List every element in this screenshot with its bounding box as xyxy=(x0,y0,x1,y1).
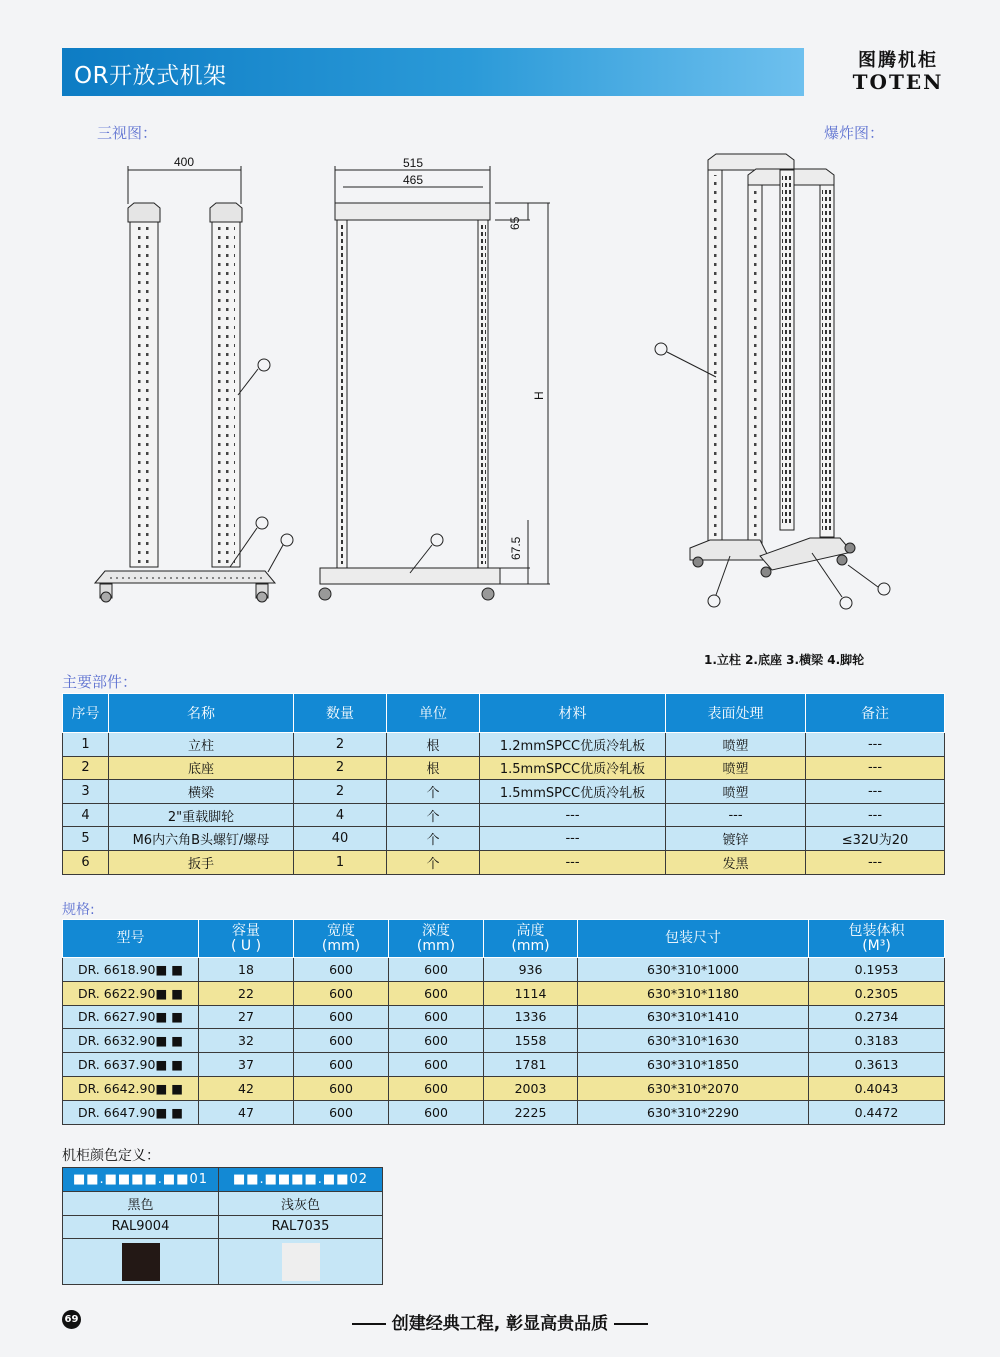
cell: 40 xyxy=(294,827,387,851)
cell: 600 xyxy=(294,1053,389,1077)
color-section-label: 机柜颜色定义： xyxy=(62,1148,160,1164)
parts-header-name: 名称 xyxy=(109,694,294,733)
parts-header-material: 材料 xyxy=(480,694,666,733)
cell: 0.4043 xyxy=(809,1076,945,1100)
cell: 底座 xyxy=(109,756,294,780)
table-row xyxy=(63,1005,945,1029)
color-code-grey: ■■.■■■■.■■02 xyxy=(219,1168,383,1192)
slogan-text: 创建经典工程, 彰显高贵品质 xyxy=(391,1314,609,1334)
cell: 根 xyxy=(387,756,480,780)
header-text: 型号 xyxy=(116,930,145,946)
cell: 4 xyxy=(63,803,109,827)
cell: --- xyxy=(806,756,945,780)
cell: 600 xyxy=(389,981,484,1005)
header-text: 容量 xyxy=(232,922,260,939)
cell: 630*310*1000 xyxy=(578,958,809,982)
cell: 22 xyxy=(199,981,294,1005)
cell: DR. 6642.90■ ■ xyxy=(63,1076,199,1100)
cell: 1114 xyxy=(484,981,578,1005)
footer-slogan xyxy=(0,1309,1000,1334)
specs-header-row xyxy=(63,920,945,958)
brand-name-cn: 图腾机柜 xyxy=(858,50,938,71)
cell: 2003 xyxy=(484,1076,578,1100)
cell: 个 xyxy=(387,803,480,827)
table-row xyxy=(63,827,945,851)
cell: 0.1953 xyxy=(809,958,945,982)
cell: DR. 6618.90■ ■ xyxy=(63,958,199,982)
cell: --- xyxy=(806,733,945,757)
page-number: 69 xyxy=(62,1310,81,1329)
cell: DR. 6622.90■ ■ xyxy=(63,981,199,1005)
color-name-row xyxy=(63,1192,383,1216)
cell: 1.5mmSPCC优质冷轧板 xyxy=(480,756,666,780)
header-unit: (mm) xyxy=(321,937,361,954)
cell: DR. 6637.90■ ■ xyxy=(63,1053,199,1077)
cell: M6内六角B头螺钉/螺母 xyxy=(109,827,294,851)
cell: 2225 xyxy=(484,1100,578,1124)
parts-header-qty: 数量 xyxy=(294,694,387,733)
cell: 6 xyxy=(63,850,109,874)
brand-logo xyxy=(852,46,944,92)
specs-table xyxy=(62,919,945,1125)
cell: 32 xyxy=(199,1029,294,1053)
specs-header-package-volume xyxy=(809,920,945,958)
color-table xyxy=(62,1167,383,1285)
cell: 2 xyxy=(294,733,387,757)
table-row xyxy=(63,1100,945,1124)
parts-header-unit: 单位 xyxy=(387,694,480,733)
table-row xyxy=(63,1029,945,1053)
swatch-cell xyxy=(219,1239,383,1285)
table-row xyxy=(63,1076,945,1100)
cell: 42 xyxy=(199,1076,294,1100)
cell: 1 xyxy=(294,850,387,874)
table-row xyxy=(63,850,945,874)
color-ral-grey: RAL7035 xyxy=(219,1215,383,1239)
cell: DR. 6627.90■ ■ xyxy=(63,1005,199,1029)
cell: ≤32U为20 xyxy=(806,827,945,851)
cell: 个 xyxy=(387,780,480,804)
side-view xyxy=(95,155,293,602)
specs-header-model xyxy=(63,920,199,958)
front-view xyxy=(319,156,550,600)
slogan-dash-left xyxy=(352,1323,386,1325)
cell: 0.2734 xyxy=(809,1005,945,1029)
color-ral-black: RAL9004 xyxy=(63,1215,219,1239)
header-text: 高度 xyxy=(516,922,545,939)
cell: 630*310*2070 xyxy=(578,1076,809,1100)
cell: 37 xyxy=(199,1053,294,1077)
header-text: 深度 xyxy=(422,922,450,939)
cell: 600 xyxy=(294,1100,389,1124)
cell: 1781 xyxy=(484,1053,578,1077)
cell: 0.3613 xyxy=(809,1053,945,1077)
parts-table xyxy=(62,693,945,875)
cell: 600 xyxy=(389,1029,484,1053)
cell: 喷塑 xyxy=(666,733,806,757)
dim-height: H xyxy=(532,391,546,400)
specs-header-width xyxy=(294,920,389,958)
specs-header-depth xyxy=(389,920,484,958)
technical-drawings xyxy=(0,140,1000,640)
header-unit: ( U ) xyxy=(230,937,262,954)
parts-header-row xyxy=(63,694,945,733)
header-text: 宽度 xyxy=(327,922,355,939)
cell: 600 xyxy=(294,958,389,982)
cell: 630*310*1850 xyxy=(578,1053,809,1077)
table-row xyxy=(63,780,945,804)
cell: 600 xyxy=(294,1029,389,1053)
color-name-grey: 浅灰色 xyxy=(219,1192,383,1216)
dim-bottom-gap: 67.5 xyxy=(509,536,523,560)
specs-header-package-size xyxy=(578,920,809,958)
cell: 630*310*1630 xyxy=(578,1029,809,1053)
header-bar xyxy=(62,48,804,96)
header-unit: (mm) xyxy=(511,937,550,954)
cell: 个 xyxy=(387,827,480,851)
header-unit: (mm) xyxy=(416,937,456,954)
color-swatch-grey xyxy=(282,1243,320,1281)
cell: 600 xyxy=(389,1100,484,1124)
cell: 立柱 xyxy=(109,733,294,757)
table-row xyxy=(63,981,945,1005)
cell: 1 xyxy=(63,733,109,757)
cell: 2 xyxy=(63,756,109,780)
slogan-dash-right xyxy=(614,1323,648,1325)
cell: 1.5mmSPCC优质冷轧板 xyxy=(480,780,666,804)
cell: 600 xyxy=(389,1053,484,1077)
cell: 1336 xyxy=(484,1005,578,1029)
cell: --- xyxy=(480,827,666,851)
header-unit: (M³) xyxy=(862,937,891,954)
color-swatch-black xyxy=(122,1243,160,1281)
dim-side-width: 400 xyxy=(174,155,195,169)
color-ral-row xyxy=(63,1215,383,1239)
specs-section-label: 规格: xyxy=(62,902,95,918)
header-text: 包装体积 xyxy=(848,922,905,939)
cell: 600 xyxy=(294,981,389,1005)
cell: 4 xyxy=(294,803,387,827)
cell: 镀锌 xyxy=(666,827,806,851)
cell: 1558 xyxy=(484,1029,578,1053)
dim-front-outer: 515 xyxy=(403,156,424,170)
cell: 扳手 xyxy=(109,850,294,874)
page-title: OR开放式机架 xyxy=(74,63,227,89)
cell: DR. 6647.90■ ■ xyxy=(63,1100,199,1124)
cell: 27 xyxy=(199,1005,294,1029)
three-view-label: 三视图： xyxy=(97,124,158,142)
table-row xyxy=(63,803,945,827)
drawing-svg xyxy=(0,140,1000,640)
cell: 2"重载脚轮 xyxy=(109,803,294,827)
color-name-black: 黑色 xyxy=(63,1192,219,1216)
cell: 600 xyxy=(294,1005,389,1029)
cell: 5 xyxy=(63,827,109,851)
specs-header-height xyxy=(484,920,578,958)
parts-header-note: 备注 xyxy=(806,694,945,733)
table-row xyxy=(63,756,945,780)
exploded-view-label: 爆炸图： xyxy=(824,124,885,142)
cell: --- xyxy=(806,803,945,827)
parts-section-label: 主要部件： xyxy=(62,673,138,691)
exploded-view xyxy=(655,154,890,609)
cell: 1.2mmSPCC优质冷轧板 xyxy=(480,733,666,757)
cell: 发黑 xyxy=(666,850,806,874)
cell: 0.3183 xyxy=(809,1029,945,1053)
cell: --- xyxy=(480,850,666,874)
cell: 936 xyxy=(484,958,578,982)
cell: 3 xyxy=(63,780,109,804)
cell: 630*310*1180 xyxy=(578,981,809,1005)
dim-front-inner: 465 xyxy=(403,173,424,187)
swatch-cell xyxy=(63,1239,219,1285)
dim-top-gap: 65 xyxy=(508,216,522,230)
cell: 喷塑 xyxy=(666,756,806,780)
brand-name-en: TOTEN xyxy=(852,70,944,94)
cell: 根 xyxy=(387,733,480,757)
cell: 2 xyxy=(294,756,387,780)
cell: 0.2305 xyxy=(809,981,945,1005)
color-swatch-row xyxy=(63,1239,383,1285)
table-row xyxy=(63,1053,945,1077)
color-header-row xyxy=(63,1168,383,1192)
cell: --- xyxy=(480,803,666,827)
parts-header-index: 序号 xyxy=(63,694,109,733)
cell: 630*310*1410 xyxy=(578,1005,809,1029)
cell: 18 xyxy=(199,958,294,982)
cell: 喷塑 xyxy=(666,780,806,804)
drawing-legend: 1.立柱 2.底座 3.横梁 4.脚轮 xyxy=(704,653,865,667)
cell: 横梁 xyxy=(109,780,294,804)
cell: 47 xyxy=(199,1100,294,1124)
cell: 600 xyxy=(294,1076,389,1100)
cell: 0.4472 xyxy=(809,1100,945,1124)
parts-header-finish: 表面处理 xyxy=(666,694,806,733)
cell: --- xyxy=(806,780,945,804)
cell: 600 xyxy=(389,958,484,982)
header-text: 包装尺寸 xyxy=(665,930,721,946)
cell: 个 xyxy=(387,850,480,874)
cell: 600 xyxy=(389,1076,484,1100)
color-code-black: ■■.■■■■.■■01 xyxy=(63,1168,219,1192)
cell: 2 xyxy=(294,780,387,804)
specs-header-capacity xyxy=(199,920,294,958)
table-row xyxy=(63,958,945,982)
cell: 630*310*2290 xyxy=(578,1100,809,1124)
cell: 600 xyxy=(389,1005,484,1029)
table-row xyxy=(63,733,945,757)
cell: DR. 6632.90■ ■ xyxy=(63,1029,199,1053)
cell: --- xyxy=(666,803,806,827)
cell: --- xyxy=(806,850,945,874)
